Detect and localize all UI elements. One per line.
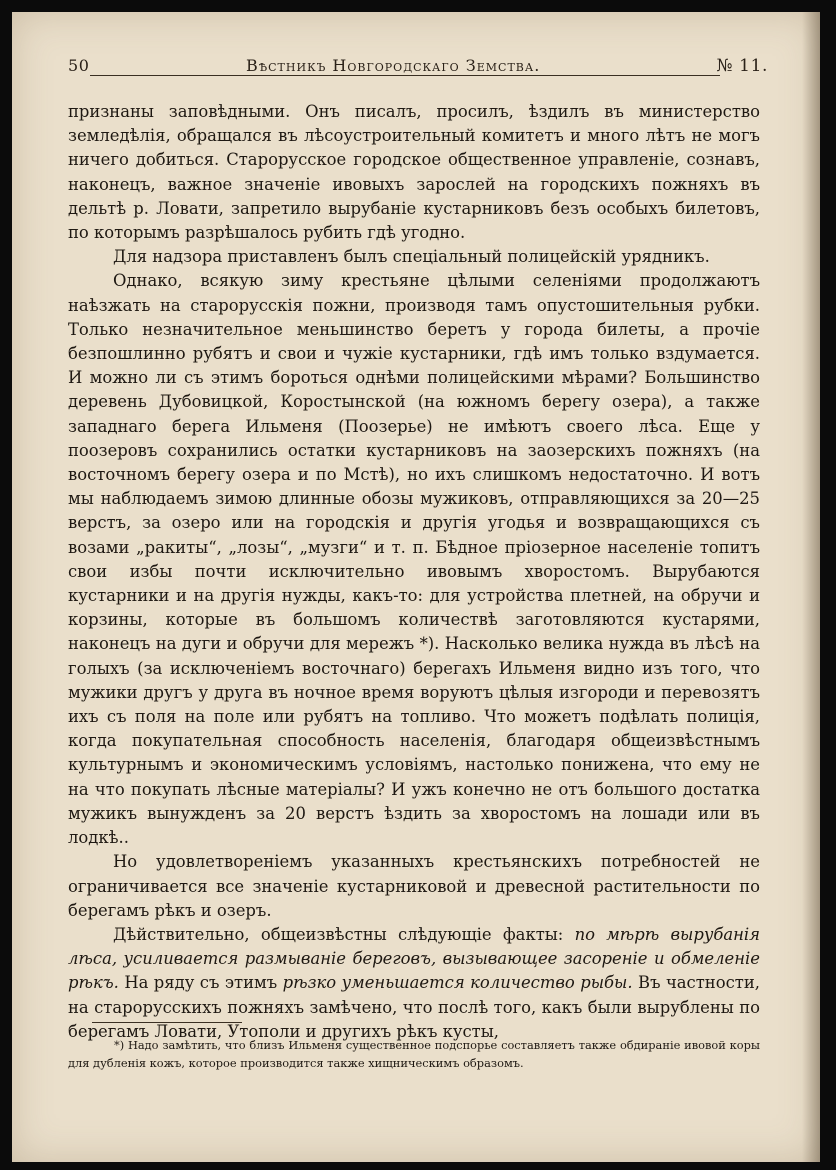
header-rule — [90, 75, 720, 76]
issue-number: № 11. — [716, 56, 768, 76]
paragraph-2: Для надзора приставленъ былъ спеціальный полицейскій урядникъ. — [113, 247, 710, 267]
paragraph-5-italic-2: рѣзко уменьшается количество рыбы. — [282, 973, 633, 993]
main-text — [68, 100, 760, 1044]
paragraph-5-text-b: На ряду съ этимъ — [118, 973, 283, 993]
footnote: *) Надо замѣтить, что близъ Ильменя существенное подспорье составляетъ также обдираніе ивовой коры для дубленія кожъ, которое производится также хищническимъ образомъ. — [68, 1038, 760, 1070]
paragraph-5-italic-1: по мѣрѣ вырубанія лѣса, усиливается размываніе береговъ, вызывающее засореніе и обмеленіе рѣкъ. — [68, 924, 760, 993]
paragraph-3: Однако, всякую зиму крестьяне цѣлыми селеніями продолжаютъ наѣзжать на старорусскія пожни, производя тамъ опустошительныя рубки. Только незначительное меньшинство беретъ у города билеты, а прочіе безпошлинно рубятъ и свои и чужіе кустарники, гдѣ имъ только вздумается. И можно ли съ этимъ бороться однѣми полицейскими мѣрами? Большинство деревень Дубовицкой, Коростынской (на южномъ берегу озера), а также западнаго берега Ильменя (Поозерье) не имѣютъ своего лѣса. Еще у поозеровъ сохранились остатки кустарниковъ на заозерскихъ пожняхъ (на восточномъ берегу озера и по Мстѣ), но ихъ слишкомъ недостаточно. И вотъ мы наблюдаемъ зимою длинные обозы мужиковъ, отправляющихся за 20—25 верстъ, за озеро или на городскія и другія угодья и возвращающихся съ возами „ракиты“, „лозы“, „музги“ и т. п. Бѣдное пріозерное населеніе топитъ свои избы почти исключительно ивовымъ хворостомъ. Вырубаются кустарники и на другія нужды, какъ-то: для устройства плетней, на обручи и корзины, которые въ большомъ количествѣ заготовляются кустарями, наконецъ на дуги и обручи для мережъ *). Насколько велика нужда въ лѣсѣ на голыхъ (за исключеніемъ восточнаго) берегахъ Ильменя видно изъ того, что мужики другъ у друга въ ночное время воруютъ цѣлыя изгороди и перевозятъ ихъ съ поля на поле или рубятъ на топливо. Что можетъ подѣлать полиція, когда покупательная способность населенія, благодаря общеизвѣстнымъ культурнымъ и экономическимъ условіямъ, настолько понижена, что ему не на что покупать лѣсные матеріалы? И ужъ конечно не отъ большого достатка мужикъ вынужденъ за 20 верстъ ѣздить за хворостомъ на лошади или въ лодкѣ.. — [68, 271, 760, 848]
running-header — [68, 56, 768, 80]
paragraph-5 — [68, 923, 760, 1044]
paragraph-4: Но удовлетвореніемъ указанныхъ крестьянскихъ потребностей не ограничивается все значеніе кустарниковой и древесной растительности по берегамъ рѣкъ и озеръ. — [68, 852, 760, 920]
paragraph-1: признаны заповѣдными. Онъ писалъ, просилъ, ѣздилъ въ министерство земледѣлія, обращался въ лѣсоустроительный комитетъ и много лѣтъ не могъ ничего добиться. Старорусское городское общественное управленіе, сознавъ, наконецъ, важное значеніе ивовыхъ зарослей на городскихъ пожняхъ въ дельтѣ р. Ловати, запретило вырубаніе кустарниковъ безъ особыхъ билетовъ, по которымъ разрѣшалось рубить гдѣ угодно. — [68, 102, 760, 243]
footnote-rule — [92, 1022, 242, 1023]
page-number: 50 — [68, 56, 90, 75]
paragraph-5-text-a: Дѣйствительно, общеизвѣстны слѣдующіе факты: — [113, 924, 575, 944]
journal-title: Вѣстникъ Новгородскаго Земства. — [246, 56, 541, 75]
paragraph-5-text-c: Въ частности, на старорусскихъ пожняхъ замѣчено, что послѣ того, какъ были вырублены по берегамъ Ловати, Утополи и другихъ рѣкъ кусты, — [68, 973, 760, 1041]
page-edge-shadow — [802, 12, 820, 1162]
